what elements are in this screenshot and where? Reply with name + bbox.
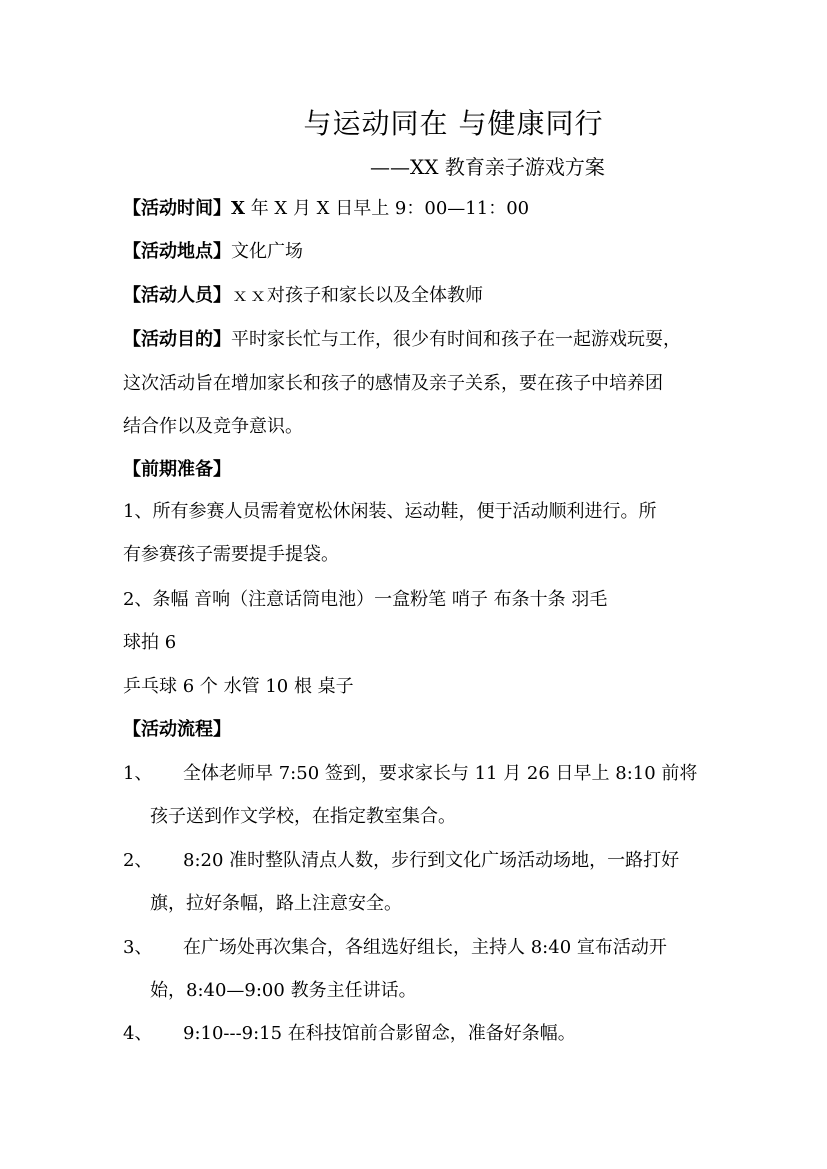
prep-item-2-line-2: 球拍 6 xyxy=(123,632,177,653)
flow-step-3-number: 3、 xyxy=(123,937,153,958)
activity-purpose-line-2: 这次活动旨在增加家长和孩子的感情及亲子关系，要在孩子中培养团 xyxy=(123,373,663,394)
activity-purpose-text-1: 平时家长忙与工作，很少有时间和孩子在一起游戏玩耍， xyxy=(231,329,681,350)
activity-purpose-label: 【活动目的】 xyxy=(123,329,231,350)
flow-step-3-line-1 xyxy=(123,933,713,963)
flow-step-2-text-1: 8:20 准时整队清点人数，步行到文化广场活动场地，一路打好 xyxy=(183,850,680,871)
activity-people-line xyxy=(123,281,713,311)
document-subtitle: ——XX 教育亲子游戏方案 xyxy=(370,155,605,179)
flow-step-1-text-1: 全体老师早 7:50 签到，要求家长与 11 月 26 日早上 8:10 前将 xyxy=(183,763,698,784)
prep-heading: 【前期准备】 xyxy=(123,459,231,480)
activity-place-value: 文化广场 xyxy=(231,241,303,262)
document-title: 与运动同在 与健康同行 xyxy=(303,107,604,140)
prep-item-2-line-3: 乒乓球 6 个 水管 10 根 桌子 xyxy=(123,676,354,697)
activity-time-x: X xyxy=(231,198,245,219)
flow-heading: 【活动流程】 xyxy=(123,719,231,740)
flow-step-4-number: 4、 xyxy=(123,1023,153,1044)
flow-step-2-number: 2、 xyxy=(123,850,153,871)
activity-purpose-line-3: 结合作以及竞争意识。 xyxy=(123,416,303,437)
activity-place-line xyxy=(123,237,713,267)
prep-item-2-line-1: 2、条幅 音响（注意话筒电池）一盒粉笔 哨子 布条十条 羽毛 xyxy=(123,589,608,610)
prep-item-1-line-1: 1、所有参赛人员需着宽松休闲装、运动鞋，便于活动顺利进行。所 xyxy=(123,501,657,522)
flow-step-3-text-1: 在广场处再次集合，各组选好组长，主持人 8:40 宣布活动开 xyxy=(183,937,667,958)
flow-step-4-text-1: 9:10---9:15 在科技馆前合影留念，准备好条幅。 xyxy=(183,1023,576,1044)
activity-people-label: 【活动人员】 xyxy=(123,285,231,306)
flow-step-1-line-2: 孩子送到作文学校，在指定教室集合。 xyxy=(150,806,456,827)
flow-step-2-line-2: 旗，拉好条幅，路上注意安全。 xyxy=(150,893,402,914)
activity-purpose-line-1 xyxy=(123,325,713,355)
activity-people-value: ｘｘ对孩子和家长以及全体教师 xyxy=(231,285,483,306)
flow-step-1-number: 1、 xyxy=(123,763,153,784)
flow-step-2-line-1 xyxy=(123,846,713,876)
activity-time-label: 【活动时间】 xyxy=(123,198,231,219)
activity-place-label: 【活动地点】 xyxy=(123,241,231,262)
flow-step-3-line-2: 始，8:40—9:00 教务主任讲话。 xyxy=(150,980,417,1001)
prep-item-1-line-2: 有参赛孩子需要提手提袋。 xyxy=(123,544,339,565)
flow-step-1-line-1 xyxy=(123,759,713,789)
activity-time-value: 年 X 月 X 日早上 9：00—11：00 xyxy=(244,198,530,219)
flow-step-4-line-1 xyxy=(123,1019,713,1049)
activity-time-line xyxy=(123,194,713,224)
